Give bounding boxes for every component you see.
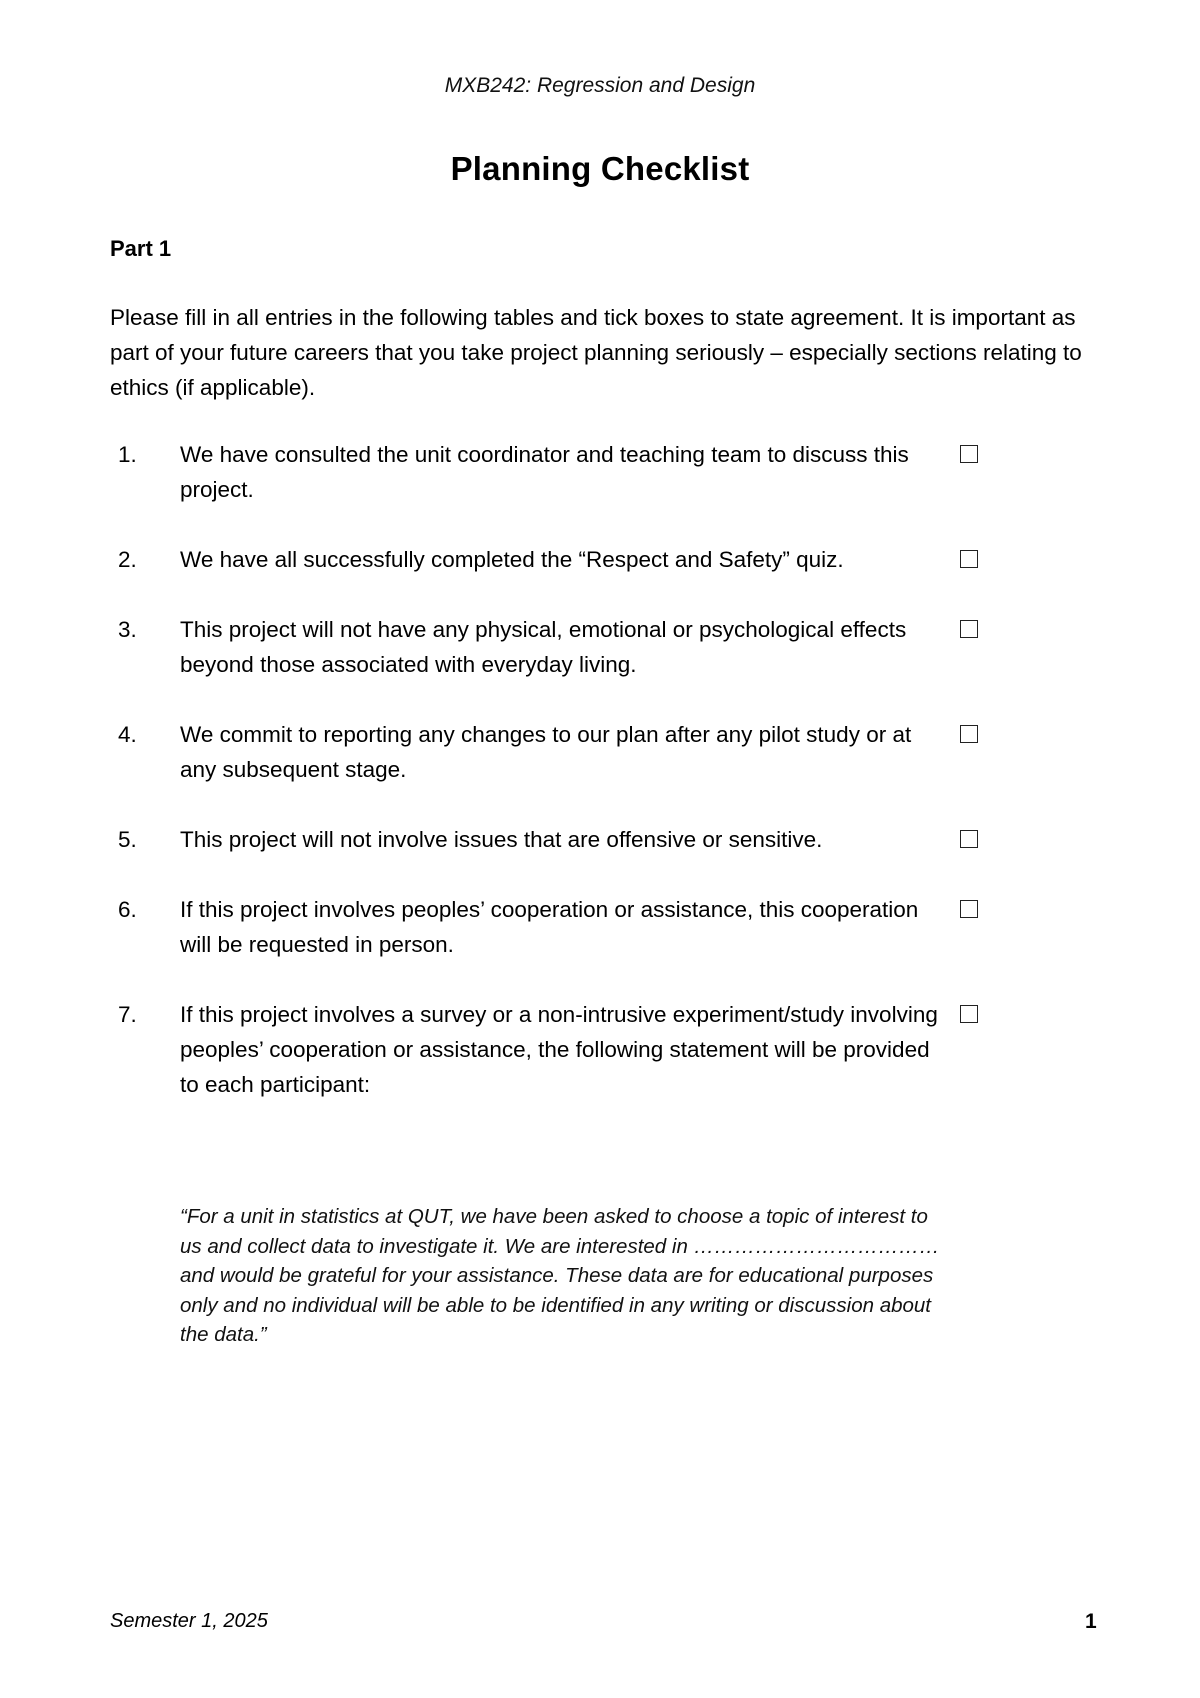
item-text: We have all successfully completed the “Respect and Safety” quiz.: [180, 547, 844, 572]
checklist-item-2: [110, 542, 1100, 577]
item-text: This project will not have any physical, emotional or psychological effects beyond those associated with everyday living.: [180, 617, 907, 677]
intro-paragraph: Please fill in all entries in the following tables and tick boxes to state agreement. It is important as part of your future careers that you take project planning seriously – especially sections relating to ethics (if applicable).: [110, 305, 1082, 400]
footer-semester: Semester 1, 2025: [110, 1610, 268, 1632]
running-header: MXB242: Regression and Design: [444, 74, 756, 97]
page-title: Planning Checklist: [450, 150, 750, 187]
checklist-item-1: [110, 437, 1100, 507]
part-heading: Part 1: [110, 236, 172, 261]
item-number: 4.: [118, 722, 137, 747]
item-text: We commit to reporting any changes to our plan after any pilot study or at any subsequent stage.: [180, 722, 912, 782]
participant-statement: “For a unit in statistics at QUT, we have been asked to choose a topic of interest to us and collect data to investigate it. We are interested in ……………………………… and would be grateful for your assistance. These data are for educational purposes only and no individual will be able to be identified in any writing or discussion about the data.”: [180, 1205, 940, 1346]
item-number: 3.: [118, 617, 137, 642]
checkbox[interactable]: [960, 1005, 978, 1023]
item-number: 6.: [118, 897, 137, 922]
footer-page-number: 1: [1085, 1610, 1097, 1633]
checkbox[interactable]: [960, 830, 978, 848]
checkbox[interactable]: [960, 725, 978, 743]
checkbox[interactable]: [960, 550, 978, 568]
item-number: 7.: [118, 1002, 137, 1027]
checkbox[interactable]: [960, 620, 978, 638]
item-number: 1.: [118, 442, 137, 467]
item-text: This project will not involve issues that are offensive or sensitive.: [180, 827, 823, 852]
item-text: If this project involves peoples’ cooperation or assistance, this cooperation will be requested in person.: [180, 897, 919, 957]
checklist: [110, 437, 1100, 1137]
item-text: If this project involves a survey or a non-intrusive experiment/study involving peoples’ cooperation or assistance, the following statement will be provided to each participant:: [180, 1002, 938, 1097]
checklist-item-5: [110, 822, 1100, 857]
checkbox[interactable]: [960, 900, 978, 918]
checklist-item-3: [110, 612, 1100, 682]
checklist-item-6: [110, 892, 1100, 962]
checklist-item-4: [110, 717, 1100, 787]
item-text: We have consulted the unit coordinator and teaching team to discuss this project.: [180, 442, 909, 502]
item-number: 5.: [118, 827, 137, 852]
item-number: 2.: [118, 547, 137, 572]
checklist-item-7: [110, 997, 1100, 1102]
checkbox[interactable]: [960, 445, 978, 463]
